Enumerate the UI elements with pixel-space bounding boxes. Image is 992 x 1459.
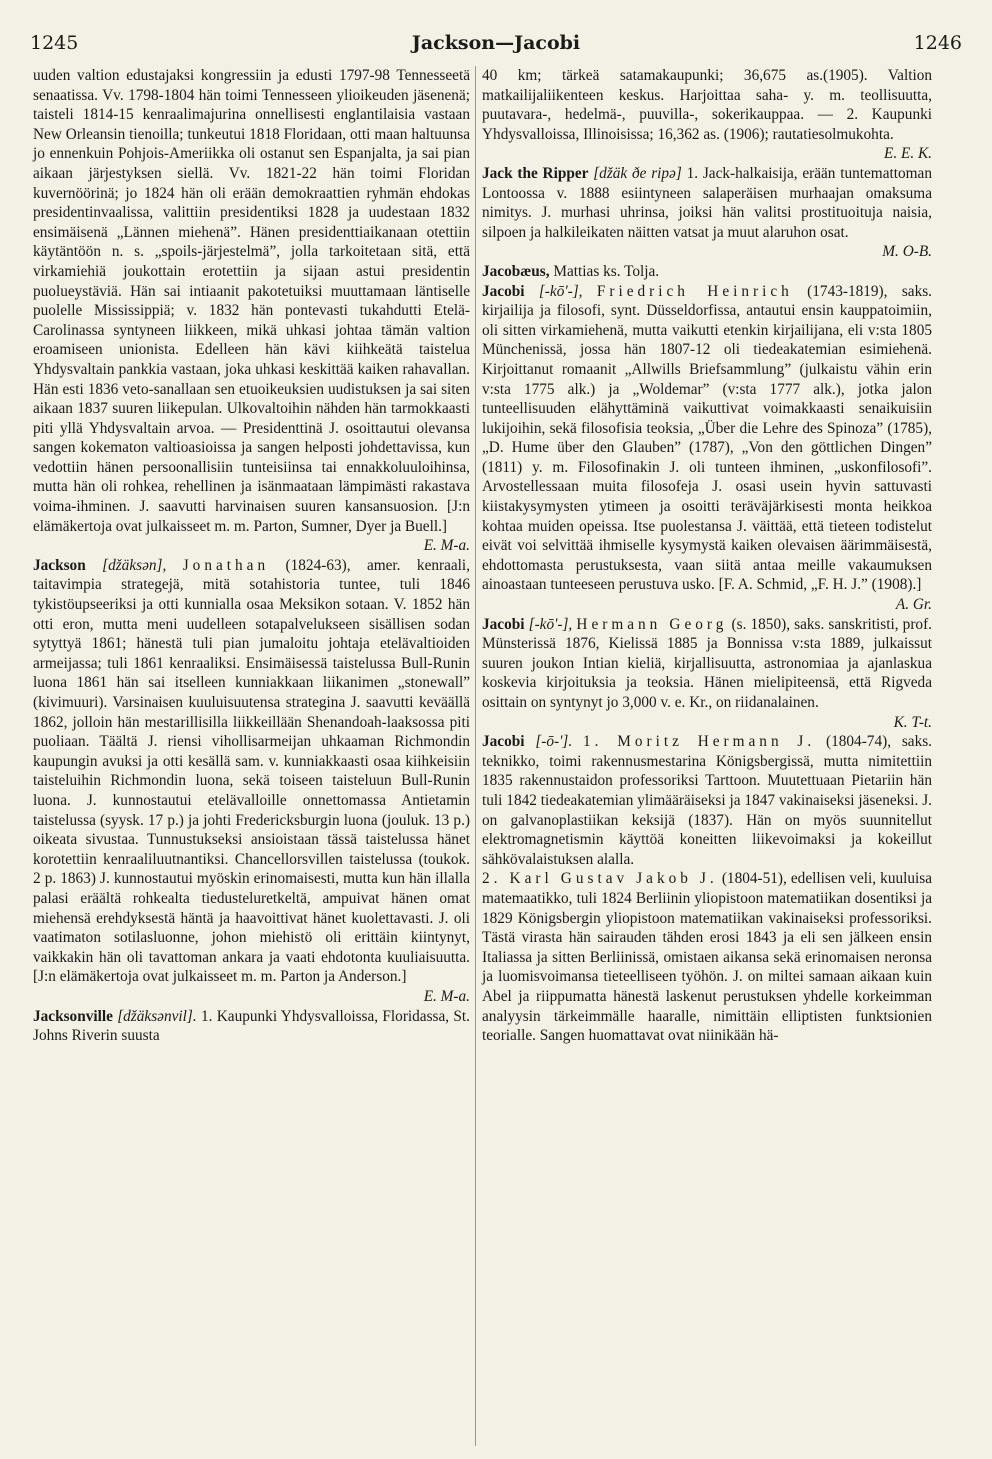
dictionary-entry bbox=[482, 164, 932, 242]
entry-body: (1804-74), saks. teknikko, toimi rakennusmestarina Königsbergissä, mutta nimitettiin 1835 rakennustaidon professoriksi Tarttoon. Muutettuaan Pietariin hän tuli 1842 tiedeakatemian ylimääräiseksi ja 1847 vakinaiseksi jäseneksi. J. on galvanoplastiikan keksijä (1837). Hän on myös suunnitellut elektromagnetismin käyttöä koneitten liikevoimaksi ja kokeillut sähkövalaistuksen alalla. bbox=[482, 733, 932, 868]
dictionary-entry bbox=[482, 869, 932, 1045]
entry-headword: Jackson bbox=[33, 556, 86, 574]
entry-name: 1. Moritz Hermann J. bbox=[582, 733, 816, 751]
left-column bbox=[33, 66, 470, 1046]
entry-pronunciation: [džäksənvil]. bbox=[117, 1007, 197, 1025]
entry-pronunciation: [-kō'-], bbox=[528, 615, 573, 633]
entry-pronunciation: [-ō-']. bbox=[535, 733, 573, 751]
entry-body: (s. 1850), saks. sanskritisti, prof. Münsterissä 1876, Kielissä 1885 ja Bonnissa v:sta 1889, julkaissut suuren joukon Intian kieliä, kirjallisuutta, astronomiaa ja ajanlaskua koskevia kirjoituksia ja teoksia. Hänen mielipiteensä, että Rigveda osittain on syntynyt jo 3,000 v. e. Kr., on riidanalainen. bbox=[482, 615, 932, 711]
entry-name: Friedrich Heinrich bbox=[596, 282, 793, 300]
entry-body: Mattias ks. Tolja. bbox=[553, 262, 660, 280]
dictionary-entry bbox=[482, 615, 932, 713]
dictionary-entry bbox=[33, 1007, 470, 1046]
paragraph-text: 40 km; tärkeä satamakaupunki; 36,675 as.(1905). Valtion matkailijaliikenteen keskus. Harjoittaa saha- y. m. teollisuutta, puutavara-, hedelmä-, puuvilla-, sokerikauppaa. — 2. Kaupunki Yhdysvalloissa, Illinoisissa; 16,362 as. (1906); rautatiesolmukohta. bbox=[482, 67, 932, 143]
column-divider bbox=[475, 66, 476, 1446]
paragraph-text: uuden valtion edustajaksi kongressiin ja edusti 1797-98 Tennesseetä senaatissa. Vv. 1798-1804 hän toimi Tennesseen ylioikeuden jäsenenä; taisteli 1814-15 kenraalimajurina onnellisesti englantilaisia vastaan New Orleansin tienoilla; tunkeutui 1818 Floridaan, otti maan haltuunsa jo ennenkuin Pohjois-Ameriikka oli ostanut sen Espanjalta, ja sai pian aikaan järjestyksen siellä. Vv. 1821-22 hän toimi Floridan kuvernöörinä; jo 1824 hän oli erään demokraattien ryhmän ehdokas presidentinvaalissa, valittiin presidentiksi 1828 ja uudestaan 1832 ensimäisenä „Lännen miehenä”. Hänen presidenttiaikanaan otettiin käytäntöön n. s. „spoils-järjestelmä”, jolla tarkoitetaan sitä, että virkamiehiä joukottain erotettiin ja sijaan astui presidentin puolueystäviä. Hän sai intiaanit pakotetuiksi muuttamaan läntiselle puolelle Mississippiä; v. 1832 hän pontevasti tukahdutti Etelä-Carolinassa syntyneen liikkeen, mikä uhkasi johtaa tämän valtion eroamiseen unionista. Edelleen hän kävi kiihkeätä taistelua Yhdysvaltain pankkia vastaan, joka uhkasi keskittää kaiken rahavallan. Hän esti 1836 veto-sanallaan sen etuoikeuksien uudistuksen ja sai siten aikaan 1837 suuren liikepulan. Ulkovaltoihin nähden hän tarmokkaasti piti yllä Yhdysvaltain arvoa. — Presidenttinä J. osoittautui olevansa sangen kokematon valtioasioissa ja sangen helposti johdettavissa, kun vedottiin hänen persoonallisiin tunteisiinsa tai ennakkoluuloihinsa, mutta hän oli rohkea, rehellinen ja isänmaataan lämpimästi rakastava voima-ihminen. J. saavutti harvinaisen suuren kansansuosion. [J:n elämäkertoja ovat julkaisseet m. m. Parton, Sumner, Dyer ja Buell.] bbox=[33, 67, 470, 535]
entry-name: 2. Karl Gustav Jakob J. bbox=[482, 870, 718, 888]
entry-pronunciation: [džäksən], bbox=[102, 556, 167, 574]
entry-body: (1743-1819), saks. kirjailija ja filosofi, synt. Düsseldorfissa, antautui ensin kauppatoimiin, oli sitten virkamiehenä, mutta vaikutti etenkin kirjailijana, eli v:sta 1805 Münchenissä, jossa hän 1807-12 oli tiedeakatemian esimiehenä. Kirjoittanut romaanit „Allwills Briefsammlung” (julkaistu vähin erin v:sta 1775 alk.) ja „Woldemar” (v:sta 1777 alk.), jotka jalon tunteellisuuden elähyttäminä vaikuttivat voimakkaasti senaikuisiin lukijoihin, sekä filosofisia teoksia, „Über die Lehre des Spinoza” (1785), „D. Hume über den Glauben” (1787), „Von den göttlichen Dingen” (1811) y. m. Filosofinakin J. oli tunteen ihminen, „uskonfilosofi”. Arvostellessaan muita filosofeja J. osasi usein hyvin sattuvasti kiistakysymysten ytimeen ja osoitti teräväjärkisesti monta heikkoa kohtaa muiden opeissa. Itse puolestansa J. väittää, että tieteen todistelut eivät voi selvittää ihmiselle kysymystä kaiken olevaisen äärimmäisestä, ehdottomasta perustuksesta, vaan siitä antaa meille vakaumuksen ainoastaan tunteeseen perustuva usko. [F. A. Schmid, „F. H. J.” (1908).] bbox=[482, 282, 932, 594]
entry-pronunciation: [-kō'-], bbox=[538, 282, 583, 300]
page-number-left: 1245 bbox=[30, 32, 79, 54]
dictionary-entry bbox=[482, 732, 932, 869]
entry-headword: Jacobi bbox=[482, 282, 525, 300]
entry-body: (1804-51), edellisen veli, kuuluisa matemaatikko, tuli 1824 Berliinin yliopistoon matematiikan dosentiksi ja 1829 Königsbergin yliopistoon matematiikan vakinaiseksi professoriksi. Tästä virasta hän sairauden tähden erosi 1843 ja eli sen jälkeen ensin Italiassa ja sitten Berliinissä, omistaen aikansa sekä erinomaisen neronsa ja luomisvoimansa tieteelliseen työhön. J. on miltei samaan aikaan kuin Abel ja riippumatta hänestä laskenut perustuksen yhdelle korkeimman analyysin tärkeimmälle haaralle, nimittäin elliptisten funktsionien teorialle. Sangen huomattavat ovat niinikään hä- bbox=[482, 870, 933, 1045]
dictionary-entry bbox=[33, 556, 470, 987]
entry-pronunciation: [džäk ðe ripə] bbox=[593, 164, 682, 182]
author-signature: M. O-B. bbox=[882, 243, 932, 261]
entry-body: 1. Jack-halkaisija, erään tuntemattoman Lontoossa v. 1888 esiintyneen salaperäisen murhaajan omaksuma nimitys. J. murhasi uhrinsa, joiksi hän valitsi prostituoituja naisia, silpoen ja halkileikaten näitten vatsat ja muut alaruhon osat. bbox=[482, 164, 932, 241]
entry-headword: Jacobæus, bbox=[482, 262, 550, 280]
author-signature: A. Gr. bbox=[895, 596, 932, 614]
author-signature: K. T-t. bbox=[893, 713, 932, 731]
entry-body: (1824-63), amer. kenraali, taitavimpia strategejä, mitä sotahistoria tuntee, tuli 1846 tykistöupseeriksi ja otti kunnialla osaa Meksikon sotaan. V. 1852 hän otti eron, mutta meni uudelleen sotapalvelukseen sisällisen sodan sytyttyä 1861; hänestä tuli pian jumaloitu johtaja etelävaltioiden armeijassa; tuli 1861 kenraaliksi. Ensimäisessä taistelussa Bull-Runin luona 1861 hän sai itselleen kunniakkaan liikanimen „stonewall” (kivimuuri). Varsinaisen kuuluisuutensa strategina J. saavutti keväällä 1862, jolloin hän mestarillisilla liikkeillään Shenandoah-laaksossa piti puoliaan. Täältä J. riensi vihollisarmeijan uhkaaman Richmondin kaupungin avuksi ja otti kesällä sam. v. kunniakkaasti osaa kiihkeisiin taisteluihin Richmondin luona, sekä toiseen taisteluun Bull-Runin luona. J. kunnostautui etelävalloille onnettomassa Antietamin taistelussa (syysk. 17 p.) ja johti Fredericksburgin luona (jouluk. 13 p.) oikeata sivustaa. Tunnustukseksi ansioistaan tässä taistelussa hänet korotettiin kenraaliluutnantiksi. Chancellorsvillen taistelussa (toukok. 2 p. 1863) J. kunnostautui myöskin erinomaisesti, mutta kun hän illalla palasi eräältä rohkealta tiedusteluretkeltä, ampuivat hänen omat miehensä erehdyksestä häntä ja haavoittivat hänet kuolettavasti. J. oli vaatimaton sotilasluonne, johon miehistö oli erittäin kiintynyt, vaikkakin hän oli tavattoman ankara ja vaati ehdotonta kuuliaisuutta. [J:n elämäkertoja ovat julkaisseet m. m. Parton ja Anderson.] bbox=[33, 556, 470, 986]
author-signature: E. M-a. bbox=[423, 537, 470, 555]
page-number-right: 1246 bbox=[913, 32, 962, 54]
entry-body: 1. Kaupunki Yhdysvalloissa, Floridassa, St. Johns Riverin suusta bbox=[33, 1007, 471, 1045]
entry-headword: Jacobi bbox=[482, 615, 525, 633]
entry-headword: Jacksonville bbox=[33, 1007, 113, 1025]
page-header bbox=[30, 32, 962, 62]
dictionary-entry bbox=[482, 282, 932, 596]
entry-headword: Jacobi bbox=[482, 733, 525, 751]
right-column bbox=[482, 66, 932, 1046]
entry-name: Jonathan bbox=[182, 556, 270, 574]
entry-headword: Jack the Ripper bbox=[482, 164, 589, 182]
author-signature: E. E. K. bbox=[883, 145, 932, 163]
entry-name: Hermann Georg bbox=[576, 615, 728, 633]
dictionary-entry bbox=[482, 262, 932, 282]
author-signature: E. M-a. bbox=[423, 987, 470, 1005]
running-title: Jackson—Jacobi bbox=[411, 32, 581, 54]
